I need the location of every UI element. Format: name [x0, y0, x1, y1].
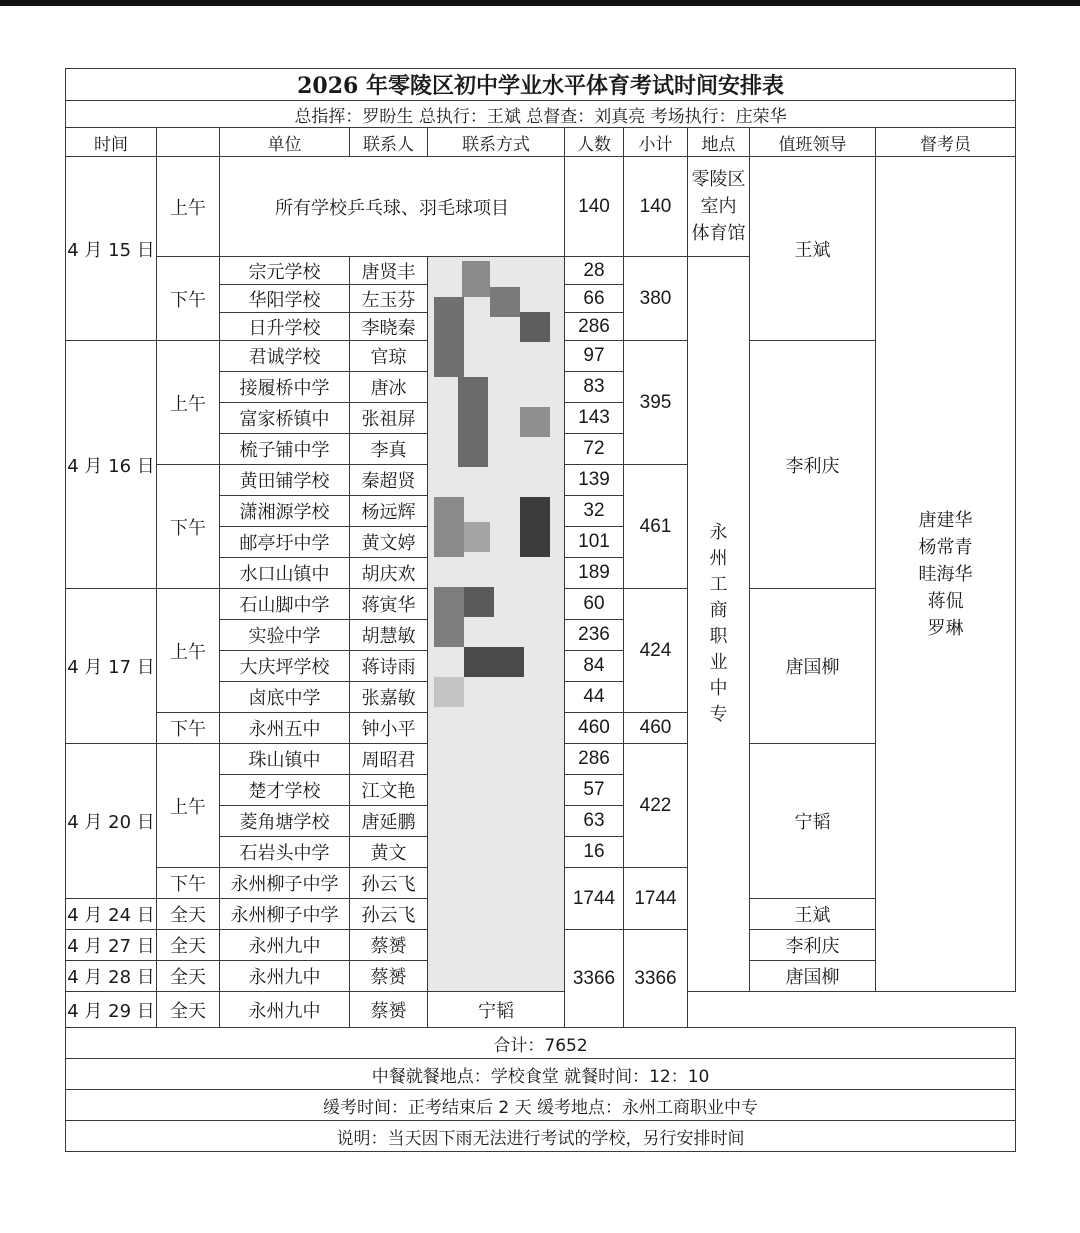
header-contact: 联系人 [350, 128, 428, 157]
leader-cell: 李利庆 [750, 930, 876, 961]
date-cell: 4 月 28 日 [66, 961, 157, 992]
unit-cell: 黄田铺学校 [220, 465, 350, 496]
unit-cell: 永州九中 [220, 961, 350, 992]
count-cell: 286 [565, 313, 624, 341]
venue-line: 体育馆 [691, 223, 746, 244]
unit-cell: 潇湘源学校 [220, 496, 350, 527]
venue-indoor [688, 157, 750, 257]
count-cell: 16 [565, 837, 624, 868]
unit-cell: 接履桥中学 [220, 372, 350, 403]
date-cell: 4 月 20 日 [66, 744, 157, 899]
redaction-block [464, 647, 524, 677]
venue-main-label: 永州工商职业中专 [709, 522, 728, 725]
session-cell: 上午 [157, 157, 220, 257]
contact-cell: 张嘉敏 [350, 682, 428, 713]
top-edge-bar [0, 0, 1080, 6]
makeup-line: 缓考时间：正考结束后 2 天 缓考地点：永州工商职业中专 [66, 1090, 1016, 1121]
contact-cell: 蒋寅华 [350, 589, 428, 620]
unit-cell: 卤底中学 [220, 682, 350, 713]
redaction-block [490, 287, 520, 317]
unit-cell: 邮亭圩中学 [220, 527, 350, 558]
contact-cell: 唐延鹏 [350, 806, 428, 837]
session-cell: 全天 [157, 961, 220, 992]
total-line: 合计：7652 [66, 1028, 1016, 1059]
header-session [157, 128, 220, 157]
redaction-block [458, 377, 488, 467]
contact-cell: 胡慧敏 [350, 620, 428, 651]
leader-cell: 宁韬 [428, 992, 565, 1028]
contact-cell: 周昭君 [350, 744, 428, 775]
subtotal-cell: 140 [624, 157, 688, 257]
unit-cell: 所有学校乒乓球、羽毛球项目 [220, 157, 565, 257]
header-phone: 联系方式 [428, 128, 565, 157]
schedule-table [65, 68, 1016, 1152]
contact-cell: 黄文 [350, 837, 428, 868]
count-cell: 1744 [565, 868, 624, 930]
count-cell: 286 [565, 744, 624, 775]
header-time: 时间 [66, 128, 157, 157]
contact-cell: 钟小平 [350, 713, 428, 744]
redaction-block [464, 587, 494, 617]
redaction-block [434, 677, 464, 707]
unit-cell: 富家桥镇中 [220, 403, 350, 434]
header-count: 人数 [565, 128, 624, 157]
count-cell: 66 [565, 285, 624, 313]
leader-cell: 宁韬 [750, 744, 876, 899]
unit-cell: 实验中学 [220, 620, 350, 651]
header-unit: 单位 [220, 128, 350, 157]
unit-cell: 石山脚中学 [220, 589, 350, 620]
unit-cell: 珠山镇中 [220, 744, 350, 775]
session-cell: 上午 [157, 744, 220, 868]
table-row [66, 157, 1016, 257]
date-cell: 4 月 16 日 [66, 341, 157, 589]
contact-cell: 唐冰 [350, 372, 428, 403]
header-proctor: 督考员 [876, 128, 1016, 157]
redaction-block [462, 261, 490, 297]
venue-main [688, 257, 750, 992]
count-cell: 28 [565, 257, 624, 285]
count-cell: 60 [565, 589, 624, 620]
count-cell: 143 [565, 403, 624, 434]
redaction-block [520, 312, 550, 342]
subtotal-cell: 395 [624, 341, 688, 465]
page-title: 2026 年零陵区初中学业水平体育考试时间安排表 [66, 69, 1016, 101]
session-cell: 下午 [157, 465, 220, 589]
subtotal-cell: 3366 [624, 930, 688, 1028]
contact-cell: 孙云飞 [350, 899, 428, 930]
session-cell: 下午 [157, 713, 220, 744]
contact-cell: 唐贤丰 [350, 257, 428, 285]
leader-cell: 王斌 [750, 899, 876, 930]
count-cell: 83 [565, 372, 624, 403]
schedule-sheet [65, 68, 1015, 1152]
header-venue: 地点 [688, 128, 750, 157]
count-cell: 97 [565, 341, 624, 372]
unit-cell: 水口山镇中 [220, 558, 350, 589]
unit-cell: 日升学校 [220, 313, 350, 341]
contact-cell: 黄文婷 [350, 527, 428, 558]
date-cell: 4 月 24 日 [66, 899, 157, 930]
session-cell: 下午 [157, 257, 220, 341]
unit-cell: 永州九中 [220, 992, 350, 1028]
contact-cell: 胡庆欢 [350, 558, 428, 589]
lunch-line: 中餐就餐地点：学校食堂 就餐时间：12：10 [66, 1059, 1016, 1090]
contact-cell: 李晓秦 [350, 313, 428, 341]
unit-cell: 菱角塘学校 [220, 806, 350, 837]
count-cell: 44 [565, 682, 624, 713]
date-cell: 4 月 29 日 [66, 992, 157, 1028]
session-cell: 上午 [157, 589, 220, 713]
redaction-block [520, 497, 550, 557]
leader-cell: 唐国柳 [750, 961, 876, 992]
count-cell: 140 [565, 157, 624, 257]
header-leader: 值班领导 [750, 128, 876, 157]
contact-cell: 蒋诗雨 [350, 651, 428, 682]
leader-cell: 唐国柳 [750, 589, 876, 744]
unit-cell: 华阳学校 [220, 285, 350, 313]
count-cell: 72 [565, 434, 624, 465]
header-subtotal: 小计 [624, 128, 688, 157]
count-cell: 139 [565, 465, 624, 496]
contact-cell: 李真 [350, 434, 428, 465]
unit-cell: 楚才学校 [220, 775, 350, 806]
leader-cell: 李利庆 [750, 341, 876, 589]
count-cell: 63 [565, 806, 624, 837]
unit-cell: 梳子铺中学 [220, 434, 350, 465]
subtotal-cell: 422 [624, 744, 688, 868]
contact-cell: 江文艳 [350, 775, 428, 806]
subtotal-cell: 380 [624, 257, 688, 341]
count-cell: 57 [565, 775, 624, 806]
venue-line: 零陵区 [691, 169, 746, 190]
session-cell: 全天 [157, 899, 220, 930]
unit-cell: 永州柳子中学 [220, 899, 350, 930]
contact-cell: 蔡赟 [350, 961, 428, 992]
session-cell: 全天 [157, 930, 220, 961]
count-cell: 101 [565, 527, 624, 558]
count-cell: 84 [565, 651, 624, 682]
redacted-phone-column [428, 257, 565, 992]
subtotal-cell: 424 [624, 589, 688, 713]
redaction-block [434, 587, 464, 647]
leader-cell: 王斌 [750, 157, 876, 341]
venue-line: 室内 [700, 196, 737, 217]
redaction-block [434, 497, 464, 557]
unit-cell: 永州五中 [220, 713, 350, 744]
date-cell: 4 月 17 日 [66, 589, 157, 744]
session-cell: 全天 [157, 992, 220, 1028]
unit-cell: 石岩头中学 [220, 837, 350, 868]
date-cell: 4 月 27 日 [66, 930, 157, 961]
unit-cell: 永州九中 [220, 930, 350, 961]
subtotal-cell: 461 [624, 465, 688, 589]
proctor-name: 蒋侃 [927, 590, 964, 612]
contact-cell: 张祖屏 [350, 403, 428, 434]
count-cell: 189 [565, 558, 624, 589]
contact-cell: 孙云飞 [350, 868, 428, 899]
contact-cell: 秦超贤 [350, 465, 428, 496]
session-cell: 上午 [157, 341, 220, 465]
count-cell: 3366 [565, 930, 624, 1028]
redaction-block [434, 297, 464, 377]
proctor-name: 罗琳 [927, 617, 964, 639]
redaction-block [464, 522, 490, 552]
contact-cell: 蔡赟 [350, 930, 428, 961]
proctor-name: 杨常青 [918, 536, 973, 558]
proctor-name: 唐建华 [918, 509, 973, 531]
count-cell: 32 [565, 496, 624, 527]
unit-cell: 永州柳子中学 [220, 868, 350, 899]
note-line: 说明：当天因下雨无法进行考试的学校，另行安排时间 [66, 1121, 1016, 1152]
contact-cell: 左玉芬 [350, 285, 428, 313]
contact-cell: 蔡赟 [350, 992, 428, 1028]
table-row [66, 992, 1016, 1028]
session-cell: 下午 [157, 868, 220, 899]
unit-cell: 君诚学校 [220, 341, 350, 372]
count-cell: 236 [565, 620, 624, 651]
proctor-name: 眭海华 [918, 563, 973, 585]
contact-cell: 杨远辉 [350, 496, 428, 527]
subtotal-cell: 1744 [624, 868, 688, 930]
staff-line: 总指挥：罗盼生 总执行：王斌 总督查：刘真亮 考场执行：庄荣华 [66, 101, 1016, 128]
unit-cell: 大庆坪学校 [220, 651, 350, 682]
contact-cell: 官琼 [350, 341, 428, 372]
date-cell: 4 月 15 日 [66, 157, 157, 341]
unit-cell: 宗元学校 [220, 257, 350, 285]
subtotal-cell: 460 [624, 713, 688, 744]
redaction-block [520, 407, 550, 437]
count-cell: 460 [565, 713, 624, 744]
proctor-list [876, 157, 1016, 992]
